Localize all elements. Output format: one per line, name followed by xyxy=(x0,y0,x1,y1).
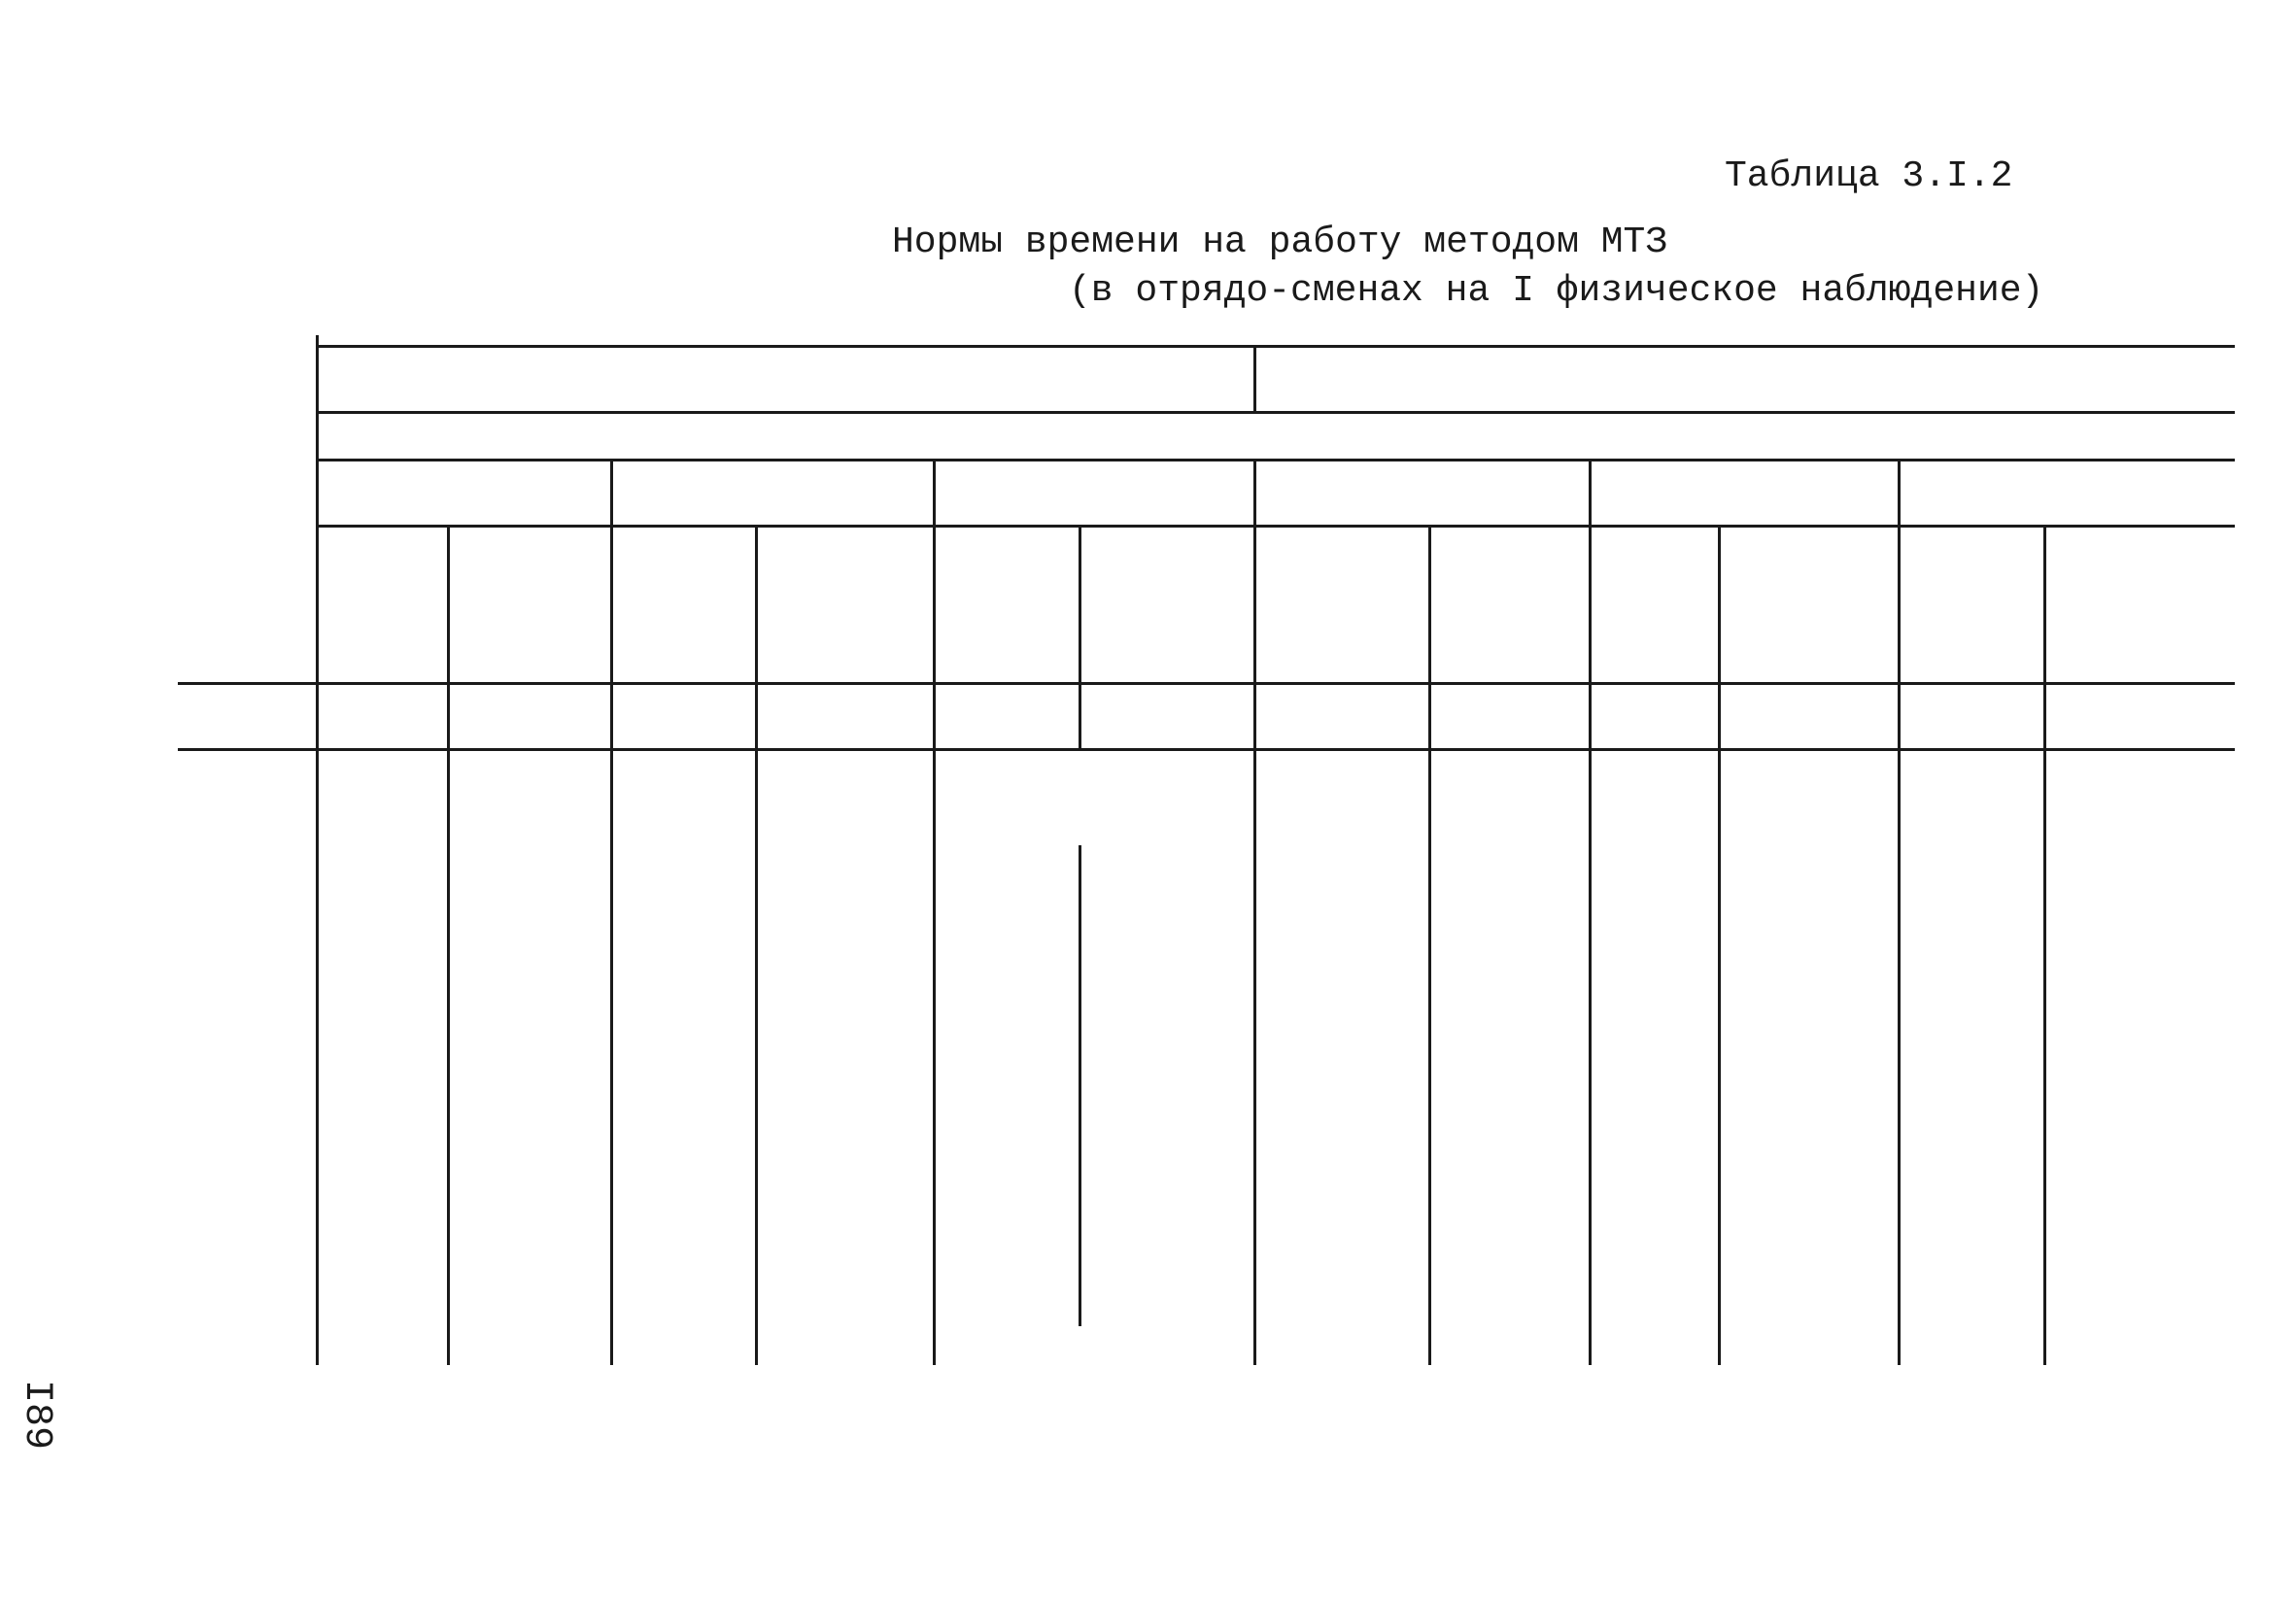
table-divider xyxy=(1253,459,1256,682)
table-divider xyxy=(1253,748,1256,1365)
table-divider xyxy=(1079,845,1081,1326)
table-divider xyxy=(447,682,450,748)
table-divider xyxy=(610,682,613,748)
table-rule xyxy=(178,748,2235,751)
table-divider xyxy=(933,682,936,748)
table-rule xyxy=(316,411,2235,414)
table-divider xyxy=(1898,459,1901,682)
table-divider xyxy=(610,748,613,1365)
table-divider xyxy=(1428,525,1431,682)
table-divider xyxy=(447,748,450,1365)
table-divider xyxy=(1253,682,1256,748)
table-divider xyxy=(447,525,450,682)
table-divider xyxy=(1718,682,1721,748)
table-rule xyxy=(178,682,2235,685)
table-divider xyxy=(933,748,936,1365)
page-title: Нормы времени на работу методом МТЗ xyxy=(892,222,1668,263)
table-divider xyxy=(1718,525,1721,682)
table-label: Таблица 3.I.2 xyxy=(1725,155,2013,197)
table-rule xyxy=(316,525,2235,528)
table-divider xyxy=(755,748,758,1365)
table-divider xyxy=(316,748,319,1365)
table-divider xyxy=(1589,748,1592,1365)
page-number: I89 xyxy=(15,1380,58,1451)
table-divider xyxy=(755,525,758,682)
table-divider xyxy=(1589,459,1592,682)
table-divider xyxy=(316,682,319,748)
table-divider xyxy=(2043,682,2046,748)
table-divider xyxy=(1253,345,1256,411)
table-divider xyxy=(933,459,936,682)
table-divider xyxy=(2043,525,2046,682)
table-divider xyxy=(755,682,758,748)
table-divider xyxy=(2043,748,2046,1365)
table-divider xyxy=(1718,748,1721,1365)
table-divider xyxy=(610,459,613,682)
table-divider xyxy=(1589,682,1592,748)
table-divider xyxy=(1079,525,1081,682)
table-divider xyxy=(1079,682,1081,748)
table-divider xyxy=(1428,748,1431,1365)
table-divider xyxy=(1428,682,1431,748)
table-divider xyxy=(1898,748,1901,1365)
table-rule xyxy=(316,459,2235,461)
table-rule xyxy=(316,345,2235,348)
page-subtitle: (в отрядо-сменах на I физическое наблюдение) xyxy=(1069,270,2044,312)
table-divider xyxy=(1898,682,1901,748)
